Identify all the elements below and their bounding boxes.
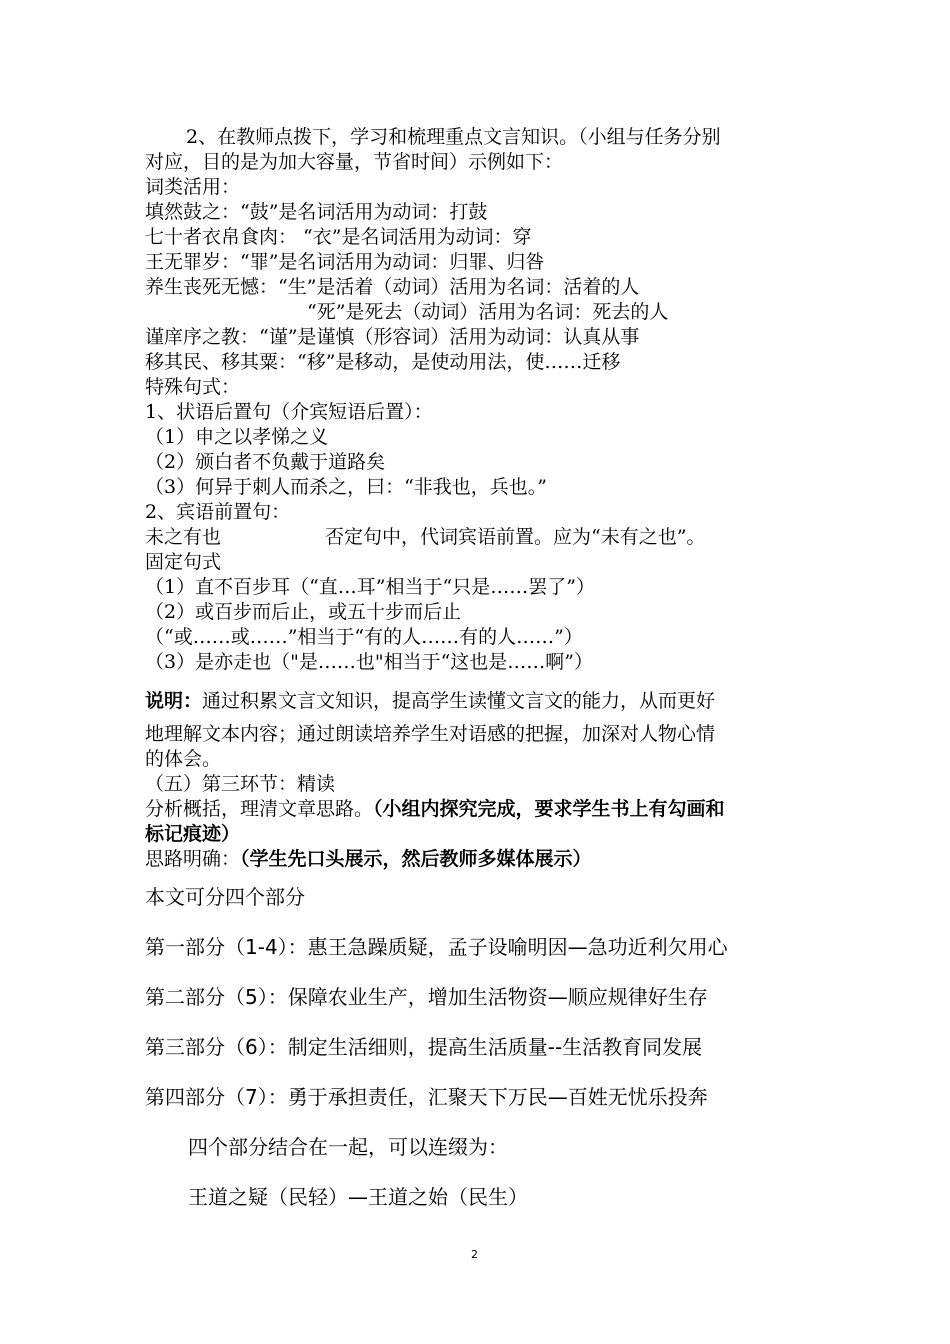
example-line: （1）申之以孝悌之义 [145, 426, 329, 448]
example-line: 未之有也 [145, 526, 222, 548]
part-line: 第三部分（6）：制定生活细则，提高生活质量--生活教育同发展 [145, 1035, 703, 1059]
note-line [145, 689, 715, 713]
example-line: 谨庠序之教：“谨”是谨慎（形容词）活用为动词：认真从事 [145, 326, 640, 348]
part-line: 第二部分（5）：保障农业生产，增加生活物资—顺应规律好生存 [145, 985, 708, 1009]
note-label: 说明： [145, 690, 203, 712]
example-line: （2）颁白者不负戴于道路矣 [145, 451, 386, 473]
paragraph-line: 地理解文本内容；通过朗读培养学生对语感的把握，加深对人物心情 [145, 723, 716, 745]
subsection-heading: 1、状语后置句（介宾短语后置）： [145, 401, 433, 423]
paragraph-text: 思路明确： [145, 848, 241, 870]
example-line: 移其民、移其粟：“移”是移动，是使动用法，使……迁移 [145, 351, 621, 373]
section-heading: 固定句式 [145, 551, 222, 573]
paragraph-line: 的体会。 [145, 748, 222, 770]
example-line: 七十者衣帛食肉： “衣”是名词活用为动词：穿 [145, 226, 532, 248]
example-line: “死”是死去（动词）活用为名词：死去的人 [307, 301, 669, 323]
example-line: （1）直不百步耳（“直…耳”相当于“只是……罢了”） [145, 576, 595, 598]
example-explanation: 否定句中，代词宾语前置。应为“未有之也”。 [325, 526, 706, 548]
bold-instruction: （学生先口头展示，然后教师多媒体展示） [240, 848, 592, 870]
bold-instruction: 标记痕迹） [145, 823, 241, 845]
page-number: 2 [471, 1248, 478, 1261]
section-heading: 词类活用： [145, 176, 241, 198]
paragraph-line: 对应，目的是为加大容量，节省时间）示例如下： [145, 151, 564, 173]
example-line: （3）是亦走也（"是……也"相当于“这也是……啊”） [145, 651, 593, 673]
summary-line: 本文可分四个部分 [145, 885, 305, 909]
example-line: （“或……或……”相当于“有的人……有的人……”） [145, 626, 583, 648]
example-line: 养生丧死无憾：“生”是活着（动词）活用为名词：活着的人 [145, 276, 640, 298]
summary-line: 四个部分结合在一起，可以连缀为： [188, 1135, 508, 1159]
example-line: （2）或百步而后止，或五十步而后止 [145, 601, 462, 623]
bold-instruction: （小组内探究完成，要求学生书上有勾画和 [373, 798, 725, 820]
paragraph-line [145, 847, 592, 871]
paragraph-line [145, 797, 725, 821]
subsection-heading: 2、宾语前置句： [145, 501, 291, 523]
example-line: 王无罪岁：“罪”是名词活用为动词：归罪、归咎 [145, 251, 545, 273]
example-line: 填然鼓之：“鼓”是名词活用为动词：打鼓 [145, 201, 488, 223]
note-text: 通过积累文言文知识，提高学生读懂文言文的能力，从而更好 [202, 690, 716, 712]
example-line: （3）何异于刺人而杀之，曰：“非我也，兵也。” [145, 476, 548, 498]
paragraph-text: 分析概括，理清文章思路。 [145, 798, 374, 820]
part-line: 第四部分（7）：勇于承担责任，汇聚天下万民—百姓无忧乐投奔 [145, 1085, 708, 1109]
section-heading: 特殊句式： [145, 376, 241, 398]
part-line: 第一部分（1-4）：惠王急躁质疑，孟子设喻明因—急功近利欠用心 [145, 935, 728, 959]
paragraph-line: 2、在教师点拨下，学习和梳理重点文言知识。（小组与任务分别 [186, 126, 721, 148]
summary-line: 王道之疑（民轻）—王道之始（民生） [188, 1185, 528, 1209]
section-heading: （五）第三环节：精读 [145, 773, 336, 795]
